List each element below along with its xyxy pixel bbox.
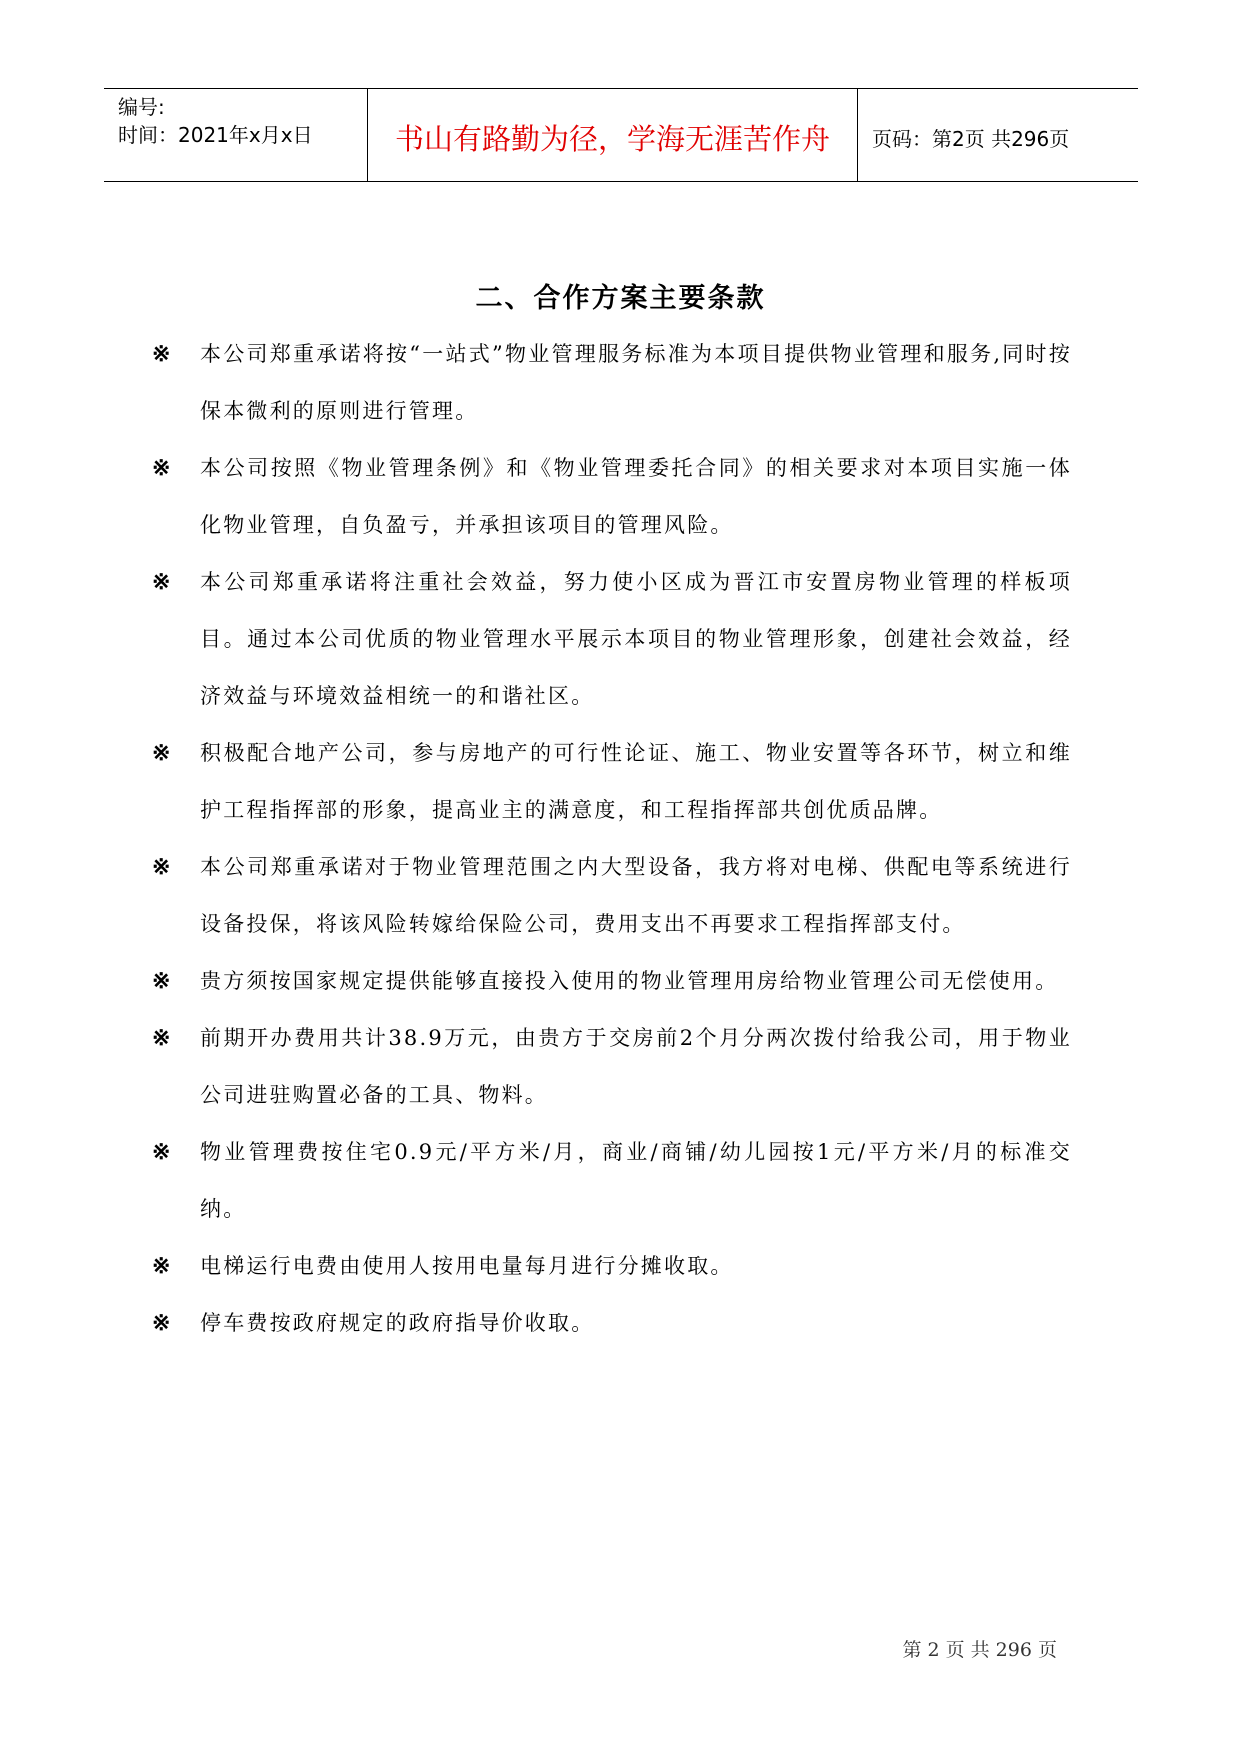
reference-mark-icon: ※ <box>152 341 171 367</box>
clause-text: 停车费按政府规定的政府指导价收取。 <box>200 1311 595 1335</box>
reference-mark-icon: ※ <box>152 1139 171 1165</box>
clause-item <box>152 725 1072 839</box>
header-motto: 书山有路勤为径，学海无涯苦作舟 <box>368 89 858 181</box>
page-header <box>104 88 1138 182</box>
reference-mark-icon: ※ <box>152 455 171 481</box>
clause-item <box>152 1124 1072 1238</box>
clause-text: 积极配合地产公司，参与房地产的可行性论证、施工、物业安置等各环节，树立和维护工程指挥部的形象，提高业主的满意度，和工程指挥部共创优质品牌。 <box>200 741 1072 822</box>
clause-text: 贵方须按国家规定提供能够直接投入使用的物业管理用房给物业管理公司无偿使用。 <box>200 969 1059 993</box>
clause-text: 物业管理费按住宅0.9元/平方米/月，商业/商铺/幼儿园按1元/平方米/月的标准交纳。 <box>200 1140 1072 1221</box>
reference-mark-icon: ※ <box>152 569 171 595</box>
clause-item <box>152 1010 1072 1124</box>
clause-text: 电梯运行电费由使用人按用电量每月进行分摊收取。 <box>200 1254 734 1278</box>
reference-mark-icon: ※ <box>152 1310 171 1336</box>
clause-item <box>152 554 1072 725</box>
clause-item <box>152 326 1072 440</box>
clause-text: 前期开办费用共计38.9万元，由贵方于交房前2个月分两次拨付给我公司，用于物业公司进驻购置必备的工具、物料。 <box>200 1026 1072 1107</box>
reference-mark-icon: ※ <box>152 968 171 994</box>
reference-mark-icon: ※ <box>152 1253 171 1279</box>
clause-text: 本公司郑重承诺将注重社会效益，努力使小区成为晋江市安置房物业管理的样板项目。通过本公司优质的物业管理水平展示本项目的物业管理形象，创建社会效益，经济效益与环境效益相统一的和谐社区。 <box>200 570 1072 708</box>
clause-item <box>152 1238 1072 1295</box>
document-date-label: 时间：2021年x月x日 <box>118 123 313 147</box>
header-meta-cell <box>104 89 368 181</box>
header-page-label: 页码：第2页 共296页 <box>872 126 1070 151</box>
reference-mark-icon: ※ <box>152 1025 171 1051</box>
clause-item <box>152 1295 1072 1352</box>
reference-mark-icon: ※ <box>152 740 171 766</box>
clause-item <box>152 440 1072 554</box>
clause-list <box>152 326 1072 1352</box>
page-footer: 第 2 页 共 296 页 <box>902 1639 1057 1661</box>
section-title: 二、合作方案主要条款 <box>475 283 766 314</box>
clause-item <box>152 839 1072 953</box>
reference-mark-icon: ※ <box>152 854 171 880</box>
document-number-label: 编号: <box>118 95 165 119</box>
clause-text: 本公司郑重承诺将按“一站式”物业管理服务标准为本项目提供物业管理和服务,同时按保本微利的原则进行管理。 <box>200 342 1072 423</box>
clause-text: 本公司郑重承诺对于物业管理范围之内大型设备，我方将对电梯、供配电等系统进行设备投保，将该风险转嫁给保险公司，费用支出不再要求工程指挥部支付。 <box>200 855 1072 936</box>
clause-item <box>152 953 1072 1010</box>
clause-text: 本公司按照《物业管理条例》和《物业管理委托合同》的相关要求对本项目实施一体化物业管理，自负盈亏，并承担该项目的管理风险。 <box>200 456 1072 537</box>
